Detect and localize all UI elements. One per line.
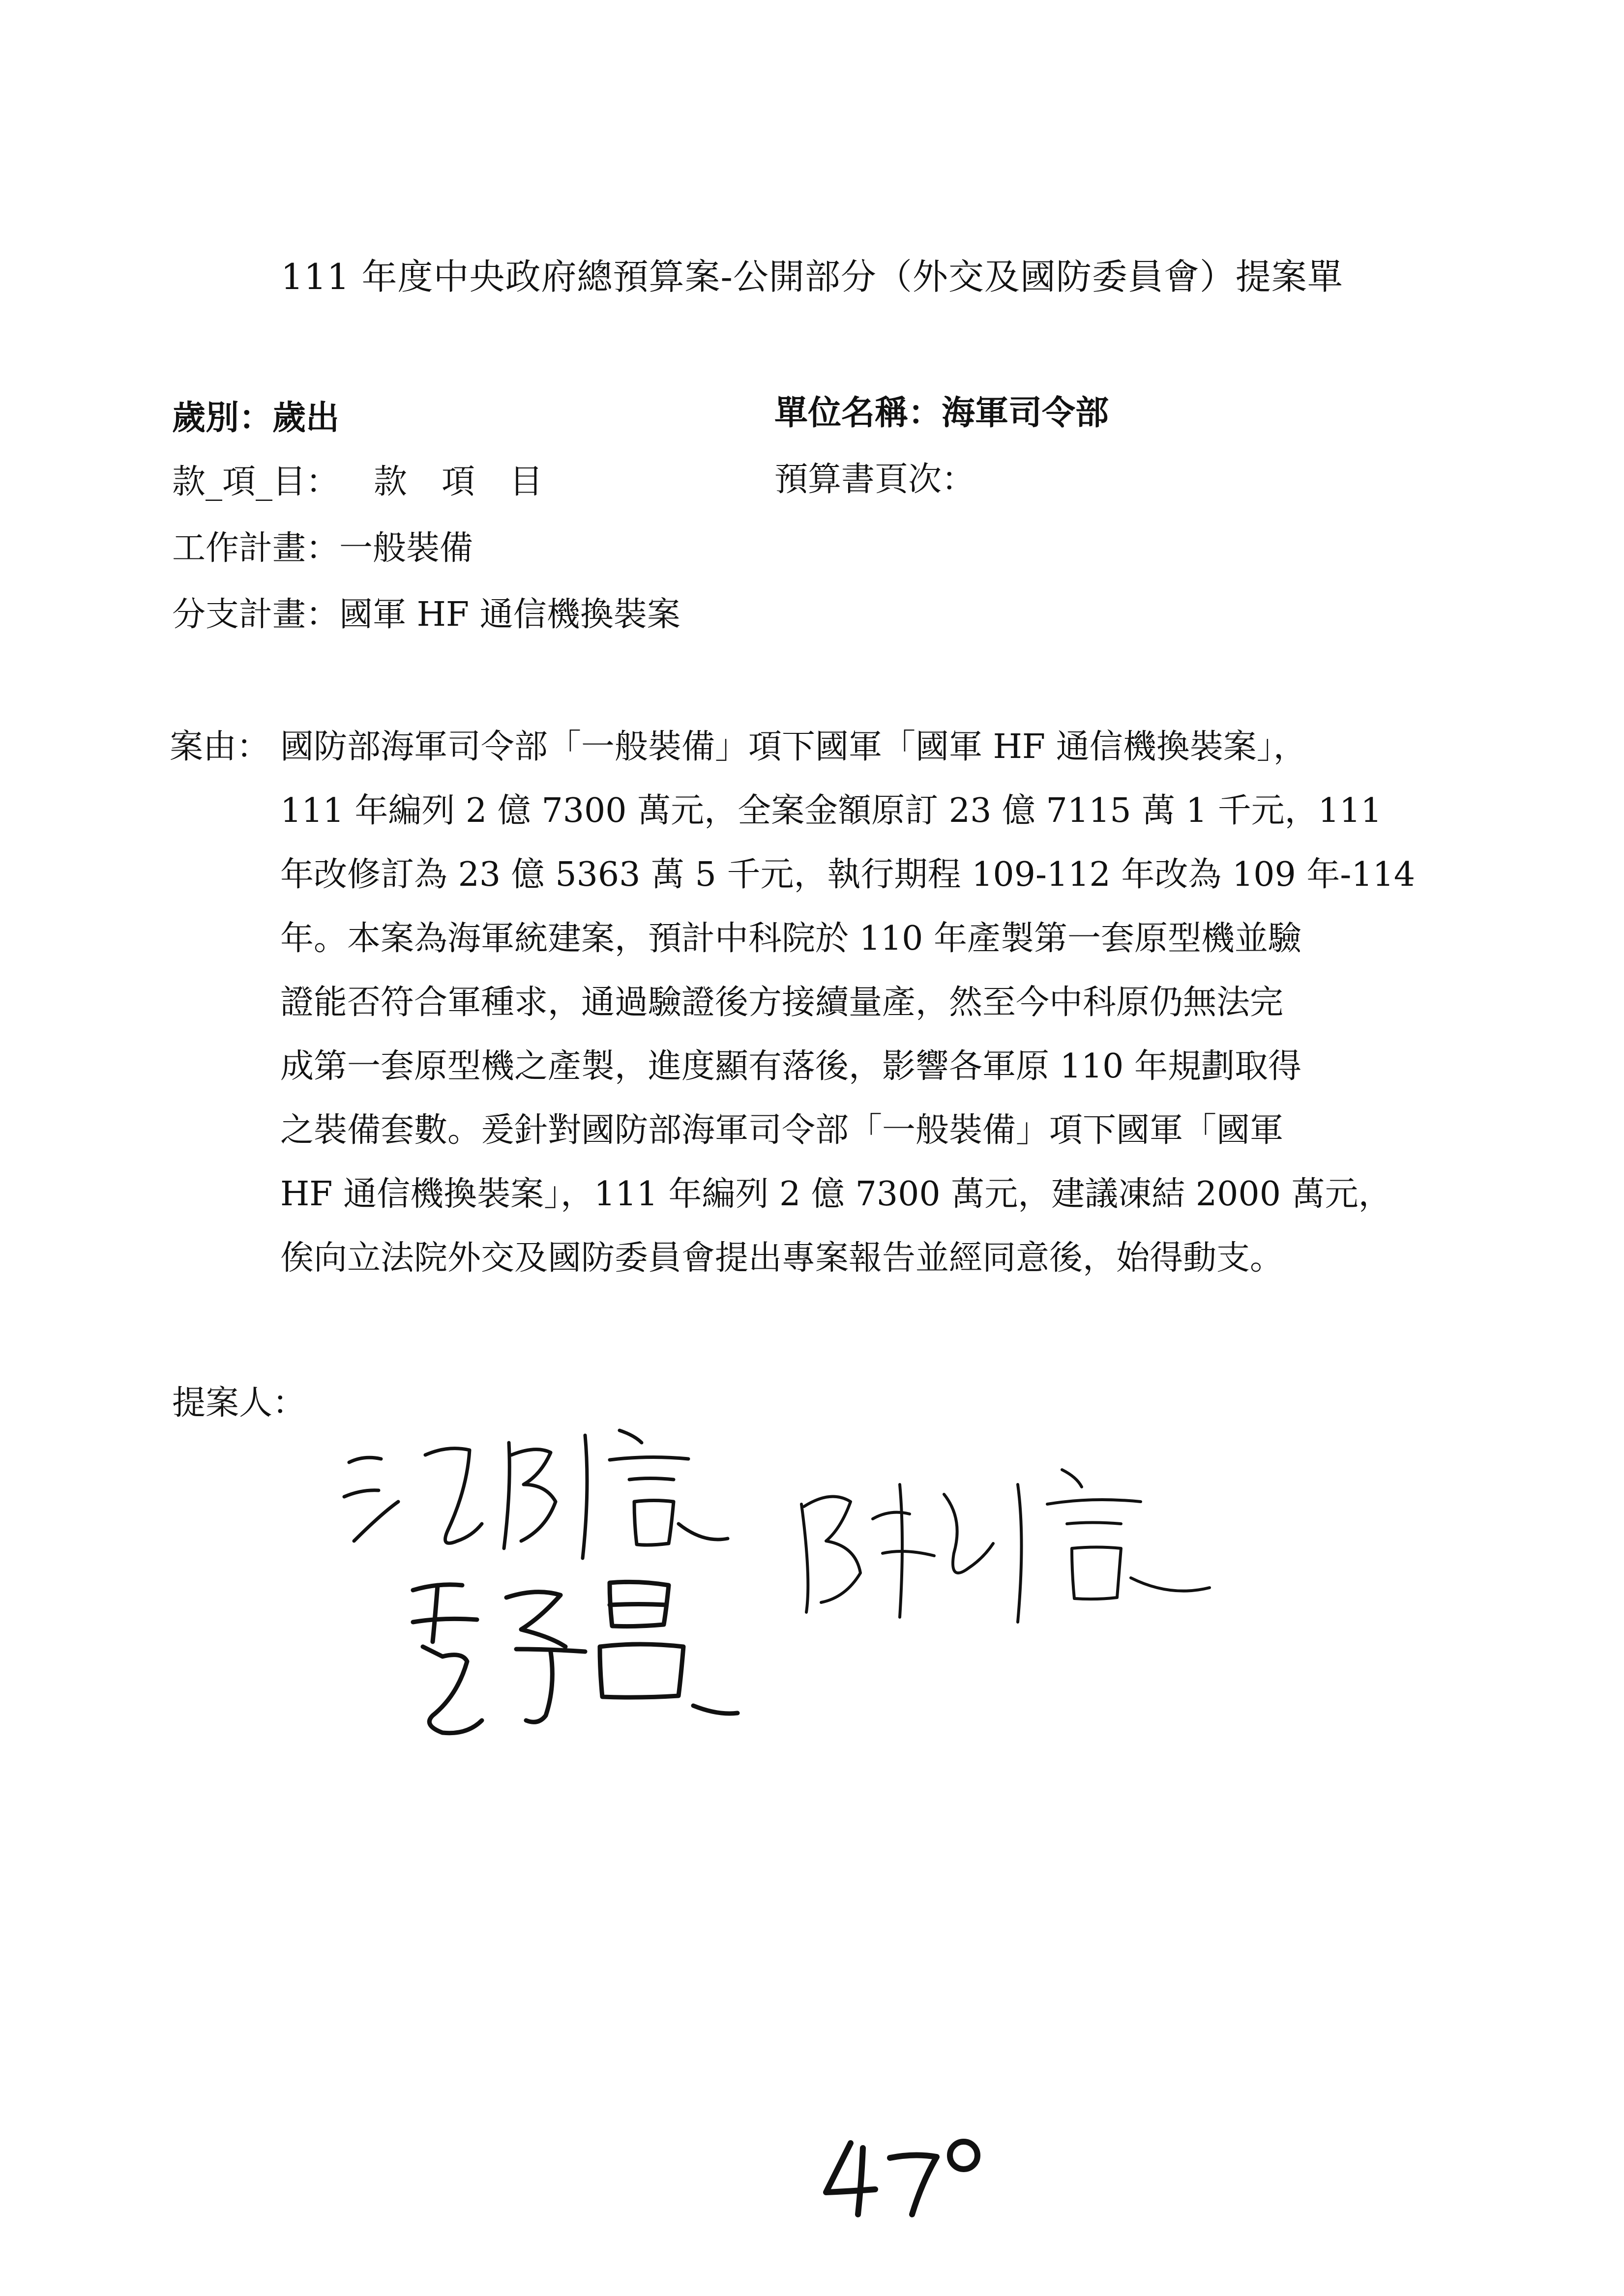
item-field-k: 款 [374, 463, 408, 501]
signature-3-icon [787, 1455, 1219, 1642]
page-title: 111 年度中央政府總預算案-公開部分（外交及國防委員會）提案單 [281, 256, 1343, 297]
item-field-x: 項 [442, 463, 475, 501]
reason-line: 之裝備套數。爰針對國防部海軍司令部「一般裝備」項下國軍「國軍 [280, 1111, 1284, 1150]
reason-section [170, 715, 1458, 1290]
unit-name-field: 單位名稱：海軍司令部 [774, 393, 1109, 433]
category-field: 歲別：歲出 [172, 398, 340, 437]
proposer-label: 提案人： [172, 1384, 306, 1423]
reason-line: 年。本案為海軍統建案，預計中科院於 110 年產製第一套原型機並驗 [280, 919, 1302, 958]
reason-body [280, 715, 1458, 1290]
reason-line: 年改修訂為 23 億 5363 萬 5 千元，執行期程 109-112 年改為 109 年-114 [280, 855, 1416, 894]
reason-label: 案由： [170, 727, 270, 766]
work-plan-field: 工作計畫：一般裝備 [172, 529, 473, 568]
item-field-label: 款_項_目： [172, 463, 340, 501]
reason-line: HF 通信機換裝案」，111 年編列 2 億 7300 萬元，建議凍結 2000 萬元， [280, 1175, 1392, 1214]
handwritten-page-number-icon [816, 2128, 993, 2227]
item-field [172, 462, 543, 502]
reason-line: 111 年編列 2 億 7300 萬元，全案金額原訂 23 億 7115 萬 1 千元，111 [280, 791, 1382, 830]
sub-plan-field: 分支計畫：國軍 HF 通信機換裝案 [172, 595, 680, 634]
signature-2-icon [393, 1563, 747, 1750]
reason-line: 成第一套原型機之產製，進度顯有落後，影響各軍原 110 年規劃取得 [280, 1047, 1302, 1086]
reason-line: 證能否符合軍種求，通過驗證後方接續量產，然至今中科原仍無法完 [280, 983, 1284, 1022]
reason-line: 國防部海軍司令部「一般裝備」項下國軍「國軍 HF 通信機換裝案」， [280, 727, 1307, 766]
budget-page-field: 預算書頁次： [774, 460, 975, 499]
reason-line: 俟向立法院外交及國防委員會提出專案報告並經同意後，始得動支。 [280, 1239, 1284, 1278]
item-field-m: 目 [509, 463, 543, 501]
